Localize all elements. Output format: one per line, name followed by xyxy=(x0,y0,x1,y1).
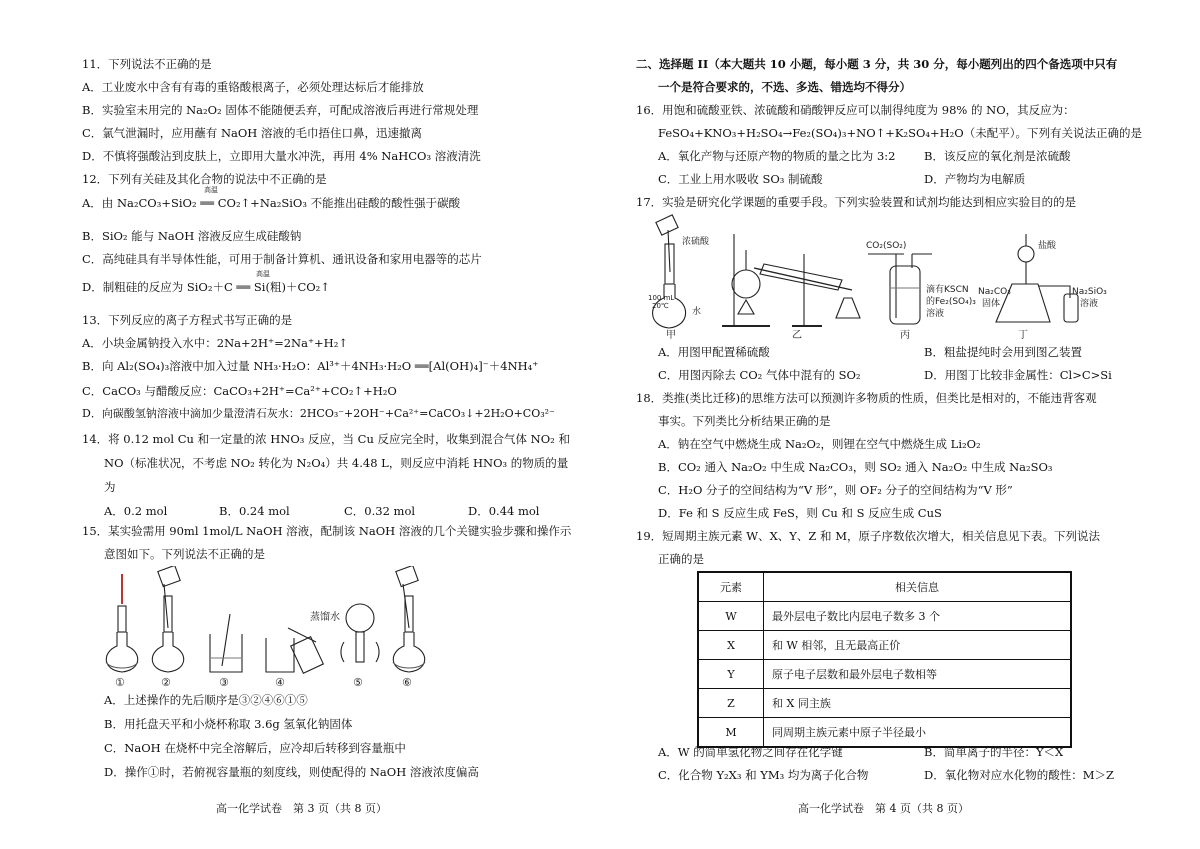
section-title-line2: 一个是符合要求的，不选、多选、错选均不得分） xyxy=(658,80,911,94)
q12-a-condition: 高温 xyxy=(204,186,218,194)
table-cell-info: 同周期主族元素中原子半径最小 xyxy=(764,718,1072,748)
right-footer: 高一化学试卷 第 4 页（共 8 页） xyxy=(798,802,969,815)
q11-stem: 11．下列说法不正确的是 xyxy=(82,57,212,71)
q19-option-d: D．氧化物对应水化物的酸性：M＞Z xyxy=(924,768,1114,782)
q17-label-hcl: 盐酸 xyxy=(1038,241,1057,251)
invert-flask-icon xyxy=(341,604,379,662)
q19-element-table xyxy=(697,571,1072,748)
q19-line1: 19．短周期主族元素 W、X、Y、Z 和 M，原子序数依次增大，相关信息见下表。下列说法 xyxy=(636,529,1100,543)
beaker-dissolve-icon xyxy=(210,614,242,672)
q17-label-gas: CO₂(SO₂) xyxy=(866,241,907,251)
table-cell-info: 最外层电子数比内层电子数多 3 个 xyxy=(764,602,1072,631)
table-row xyxy=(698,631,1071,660)
q17-label-kscn1: 滴有KSCN xyxy=(926,285,969,295)
q17-label-na2co3-2: 固体 xyxy=(982,299,1001,309)
table-cell-element: M xyxy=(698,718,764,748)
q17-figure xyxy=(646,214,1116,340)
q17-label-conc: 浓硫酸 xyxy=(682,237,710,247)
q17-label-ding: 丁 xyxy=(1018,330,1028,340)
q18-option-b: B．CO₂ 通入 Na₂O₂ 中生成 Na₂CO₃，则 SO₂ 通入 Na₂O₂ 中生成 Na₂SO₃ xyxy=(658,460,1053,474)
table-header-row xyxy=(698,572,1071,602)
q17-label-water: 水 xyxy=(692,307,702,317)
q16-line2: FeSO₄+KNO₃+H₂SO₄→Fe₂(SO₄)₃+NO↑+K₂SO₄+H₂O（未配平）。下列有关说法正确的是 xyxy=(658,126,1142,140)
flask-jia-icon xyxy=(653,215,686,328)
section-title-line1: 二、选择题 II（本大题共 10 小题，每小题 3 分，共 30 分，每小题列出的四个备选项中只有 xyxy=(636,57,1118,71)
table-header-info: 相关信息 xyxy=(764,572,1072,602)
q17-label-yi: 乙 xyxy=(792,330,802,340)
q13-option-a: A．小块金属钠投入水中：2Na+2H⁺=2Na⁺+H₂↑ xyxy=(82,336,348,350)
q17-label-bing: 丙 xyxy=(900,330,910,340)
q19-option-b: B．简单离子的半径：Y＜X xyxy=(924,745,1064,759)
table-cell-element: X xyxy=(698,631,764,660)
q14-option-d: D．0.44 mol xyxy=(468,504,540,518)
q13-option-d: D．向碳酸氢钠溶液中滴加少量澄清石灰水：2HCO₃⁻+2OH⁻+Ca²⁺=CaCO₃↓+2H₂O+CO₃²⁻ xyxy=(82,407,555,420)
q19-line2: 正确的是 xyxy=(658,552,704,566)
q15-line2: 意图如下。下列说法不正确的是 xyxy=(104,547,265,561)
q15-figure xyxy=(98,566,458,688)
flask-ding-icon xyxy=(996,234,1078,322)
q15-label-1: ① xyxy=(115,676,125,688)
q12-option-b: B．SiO₂ 能与 NaOH 溶液反应生成硅酸钠 xyxy=(82,229,302,243)
table-row xyxy=(698,602,1071,631)
q17-option-b: B．粗盐提纯时会用到图乙装置 xyxy=(924,345,1082,359)
q15-label-3: ③ xyxy=(219,676,229,688)
q14-line3: 为 xyxy=(104,480,116,494)
q13-stem: 13．下列反应的离子方程式书写正确的是 xyxy=(82,313,293,327)
table-cell-info: 原子电子层数和最外层电子数相等 xyxy=(764,660,1072,689)
q18-option-c: C．H₂O 分子的空间结构为“V 形”，则 OF₂ 分子的空间结构为“V 形” xyxy=(658,483,1013,497)
wash-bottle-icon xyxy=(266,628,323,673)
q15-option-c: C．NaOH 在烧杯中完全溶解后，应冷却后转移到容量瓶中 xyxy=(104,741,406,755)
table-cell-element: W xyxy=(698,602,764,631)
q16-option-c: C．工业上用水吸收 SO₃ 制硫酸 xyxy=(658,172,823,186)
q15-option-d: D．操作①时，若俯视容量瓶的刻度线，则使配得的 NaOH 溶液浓度偏高 xyxy=(104,765,479,779)
gas-washing-bottle-icon xyxy=(868,254,932,324)
q12-stem: 12．下列有关硅及其化合物的说法中不正确的是 xyxy=(82,172,327,186)
table-row xyxy=(698,689,1071,718)
q16-option-b: B．该反应的氧化剂是浓硫酸 xyxy=(924,149,1071,163)
q15-label-5: ⑤ xyxy=(353,676,363,688)
pouring-into-flask-icon xyxy=(152,566,183,672)
q12-option-a: A．由 Na₂CO₃+SiO₂ ══ CO₂↑+Na₂SiO₃ 不能推出硅酸的酸性强于碳酸 xyxy=(82,196,461,210)
q13-option-c: C．CaCO₃ 与醋酸反应：CaCO₃+2H⁺=Ca²⁺+CO₂↑+H₂O xyxy=(82,384,397,398)
q18-line1: 18．类推(类比迁移)的思维方法可以预测许多物质的性质，但类比是相对的，不能违背客观 xyxy=(636,391,1097,405)
q12-d-condition: 高温 xyxy=(256,270,270,278)
table-cell-element: Z xyxy=(698,689,764,718)
q15-water-label: 蒸馏水 xyxy=(310,612,340,623)
q18-line2: 事实。下列类比分析结果正确的是 xyxy=(658,414,831,428)
q17-option-a: A．用图甲配置稀硫酸 xyxy=(658,345,770,359)
q15-label-6: ⑥ xyxy=(402,676,412,688)
q15-option-a: A．上述操作的先后顺序是③②④⑥①⑤ xyxy=(104,693,308,707)
q15-label-4: ④ xyxy=(275,676,285,688)
table-cell-element: Y xyxy=(698,660,764,689)
q16-option-d: D．产物均为电解质 xyxy=(924,172,1026,186)
q12-option-d: D．制粗硅的反应为 SiO₂＋C ══ Si(粗)＋CO₂↑ xyxy=(82,280,330,294)
q14-option-a: A．0.2 mol xyxy=(104,504,168,518)
q16-line1: 16．用饱和硫酸亚铁、浓硫酸和硝酸钾反应可以制得纯度为 98% 的 NO，其反应为： xyxy=(636,103,1075,117)
q17-label-na2sio3-2: 溶液 xyxy=(1080,299,1099,309)
q15-line1: 15．某实验需用 90ml 1mol/L NaOH 溶液，配制该 NaOH 溶液的几个关键实验步骤和操作示 xyxy=(82,524,572,538)
q11-option-b: B．实验室未用完的 Na₂O₂ 固体不能随便丢弃，可配成溶液后再进行常规处理 xyxy=(82,103,479,117)
q14-option-b: B．0.24 mol xyxy=(219,504,290,518)
q17-label-kscn2: 的Fe₂(SO₄)₃ xyxy=(926,297,976,307)
table-header-element: 元素 xyxy=(698,572,764,602)
table-cell-info: 和 W 相邻，且无最高正价 xyxy=(764,631,1072,660)
table-row xyxy=(698,718,1071,748)
q17-label-flask: 100 mL xyxy=(648,294,675,302)
q17-label-na2co3-1: Na₂CO₃ xyxy=(978,287,1011,297)
q19-option-c: C．化合物 Y₂X₃ 和 YM₃ 均为离子化合物 xyxy=(658,768,869,782)
q14-option-c: C．0.32 mol xyxy=(344,504,416,518)
q17-stem: 17．实验是研究化学课题的重要手段。下列实验装置和试剂均能达到相应实验目的的是 xyxy=(636,195,1077,209)
left-footer: 高一化学试卷 第 3 页（共 8 页） xyxy=(216,802,387,815)
q17-option-c: C．用图丙除去 CO₂ 气体中混有的 SO₂ xyxy=(658,368,861,382)
q17-option-d: D．用图丁比较非金属性：Cl>C>Si xyxy=(924,368,1112,382)
q17-label-na2sio3-1: Na₂SiO₃ xyxy=(1072,287,1107,297)
q17-label-temp: 20℃ xyxy=(652,302,669,310)
q17-label-kscn3: 溶液 xyxy=(926,309,945,319)
table-cell-info: 和 X 同主族 xyxy=(764,689,1072,718)
q12-option-c: C．高纯硅具有半导体性能，可用于制备计算机、通讯设备和家用电器等的芯片 xyxy=(82,252,482,266)
q11-option-d: D．不慎将强酸沾到皮肤上，立即用大量水冲洗，再用 4% NaHCO₃ 溶液清洗 xyxy=(82,149,481,163)
q14-line2: NO（标准状况，不考虑 NO₂ 转化为 N₂O₄）共 4.48 L，则反应中消耗 HNO₃ 的物质的量 xyxy=(104,456,569,470)
q13-option-b: B．向 Al₂(SO₄)₃溶液中加入过量 NH₃·H₂O：Al³⁺＋4NH₃·H₂O ══[Al(OH)₄]⁻＋4NH₄⁺ xyxy=(82,359,539,373)
q15-label-2: ② xyxy=(161,676,171,688)
volumetric-flask-dropper-icon xyxy=(106,574,138,672)
q18-option-a: A．钠在空气中燃烧生成 Na₂O₂，则锂在空气中燃烧生成 Li₂O₂ xyxy=(658,437,981,451)
q19-option-a: A．W 的简单氢化物之间存在化学键 xyxy=(658,745,843,759)
q16-option-a: A．氧化产物与还原产物的物质的量之比为 3:2 xyxy=(658,149,896,163)
pour-into-flask-icon xyxy=(393,566,425,672)
distillation-apparatus-icon xyxy=(722,234,860,326)
q11-option-a: A．工业废水中含有有毒的重铬酸根离子，必须处理达标后才能排放 xyxy=(82,80,424,94)
q18-option-d: D．Fe 和 S 反应生成 FeS，则 Cu 和 S 反应生成 CuS xyxy=(658,506,942,520)
table-row xyxy=(698,660,1071,689)
q11-option-c: C．氯气泄漏时，应用蘸有 NaOH 溶液的毛巾捂住口鼻，迅速撤离 xyxy=(82,126,422,140)
q15-option-b: B．用托盘天平和小烧杯称取 3.6g 氢氧化钠固体 xyxy=(104,717,353,731)
q17-label-jia: 甲 xyxy=(666,330,676,340)
q14-line1: 14．将 0.12 mol Cu 和一定量的浓 HNO₃ 反应，当 Cu 反应完全时，收集到混合气体 NO₂ 和 xyxy=(82,432,570,446)
